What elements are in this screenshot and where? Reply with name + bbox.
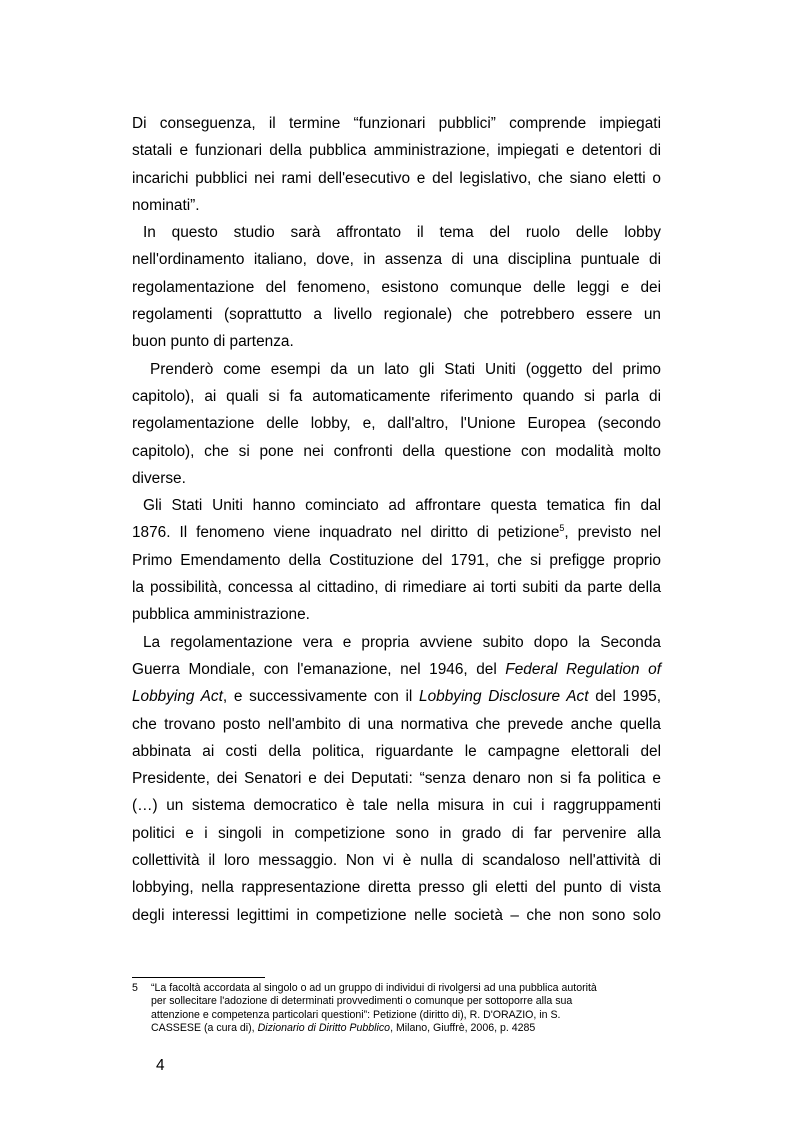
footnote-number: 5 (132, 982, 138, 994)
text-line: Di conseguenza, il termine “funzionari pubblici” comprende impiegati (132, 115, 661, 132)
body-text (132, 110, 661, 929)
text-line: regolamentazione delle lobby, e, dall'altro, l'Unione Europea (secondo (132, 415, 661, 433)
text-segment: Guerra Mondiale, con l'emanazione, nel 1946, del (132, 660, 506, 678)
footnote-line: per sollecitare l'adozione di determinati provvedimenti o comunque per sottoporre alla sua (151, 995, 573, 1008)
text-line: capitolo), che si pone nei confronti della questione con modalità molto (132, 442, 661, 460)
text-line: capitolo), ai quali si fa automaticamente riferimento quando si parla di (132, 387, 661, 405)
footnote-reference[interactable]: 5 (559, 523, 565, 534)
text-line (132, 519, 661, 546)
text-line: La regolamentazione vera e propria avviene subito dopo la Seconda (143, 633, 661, 651)
text-line: In questo studio sarà affrontato il tema del ruolo delle lobby (143, 224, 661, 242)
text-line: incarichi pubblici nei rami dell'esecutivo e del legislativo, che siano eletti o (132, 169, 661, 187)
text-line (132, 683, 661, 710)
footnote-line: “La facoltà accordata al singolo o ad un gruppo di individui di rivolgersi ad una pubblica autorità (151, 982, 597, 994)
italic-title: Lobbying Disclosure Act (419, 688, 589, 706)
paragraph-5 (132, 629, 661, 929)
italic-title: Lobbying Act (132, 688, 223, 706)
paragraph-3 (132, 356, 661, 492)
text-line: degli interessi legittimi in competizione nelle società – che non sono solo (132, 906, 661, 924)
text-segment: 1876. Il fenomeno viene inquadrato nel diritto di petizione (132, 524, 560, 542)
text-segment: del 1995, (588, 688, 661, 706)
text-segment: , previsto nel (564, 524, 661, 542)
footnote-text (151, 982, 661, 1036)
text-line: buon punto di partenza. (132, 333, 294, 351)
text-line: la possibilità, concessa al cittadino, di rimediare ai torti subiti da parte della (132, 579, 661, 597)
footnote (132, 982, 661, 1036)
text-segment: , Milano, Giuffrè, 2006, p. 4285 (390, 1022, 536, 1035)
text-line: lobbying, nella rappresentazione diretta presso gli eletti del punto di vista (132, 879, 661, 897)
text-line: politici e i singoli in competizione sono in grado di far pervenire alla (132, 824, 661, 842)
page-number: 4 (156, 1057, 165, 1074)
text-segment: , e successivamente con il (222, 688, 420, 706)
italic-title: Federal Regulation of (505, 660, 661, 678)
paragraph-1 (132, 110, 661, 219)
footnote-line: attenzione e competenza particolari questioni”: Petizione (diritto di), R. D'ORAZIO, in S. (151, 1008, 561, 1021)
text-line: Gli Stati Uniti hanno cominciato ad affrontare questa tematica fin dal (143, 497, 661, 515)
text-line: Primo Emendamento della Costituzione del 1791, che si prefigge proprio (132, 551, 661, 569)
text-line: Presidente, dei Senatori e dei Deputati: “senza denaro non si fa politica e (132, 770, 661, 788)
text-line: collettività il loro messaggio. Non vi è nulla di scandaloso nell'attività di (132, 852, 661, 870)
text-line: statali e funzionari della pubblica amministrazione, impiegati e detentori di (132, 142, 661, 160)
text-line: nominati”. (132, 196, 200, 214)
italic-title: Dizionario di Diritto Pubblico (257, 1022, 391, 1035)
text-line: Prenderò come esempi da un lato gli Stati Uniti (oggetto del primo (150, 360, 661, 378)
text-line: (…) un sistema democratico è tale nella misura in cui i raggruppamenti (132, 797, 661, 815)
text-line: che trovano posto nell'ambito di una normativa che prevede anche quella (132, 715, 661, 733)
footnote-separator (132, 977, 265, 978)
text-line (132, 656, 661, 683)
footnote-line (151, 1022, 661, 1035)
paragraph-2 (132, 219, 661, 355)
text-line: diverse. (132, 469, 186, 487)
text-line: pubblica amministrazione. (132, 606, 310, 624)
text-segment: CASSESE (a cura di), (151, 1022, 258, 1035)
text-line: regolamentazione del fenomeno, esistono comunque delle leggi e dei (132, 278, 661, 296)
text-line: abbinata ai costi della politica, riguardante le campagne elettorali del (132, 742, 661, 760)
text-line: regolamenti (soprattutto a livello regionale) che potrebbero essere un (132, 306, 661, 324)
text-line: nell'ordinamento italiano, dove, in assenza di una disciplina puntuale di (132, 251, 661, 269)
paragraph-4 (132, 492, 661, 628)
